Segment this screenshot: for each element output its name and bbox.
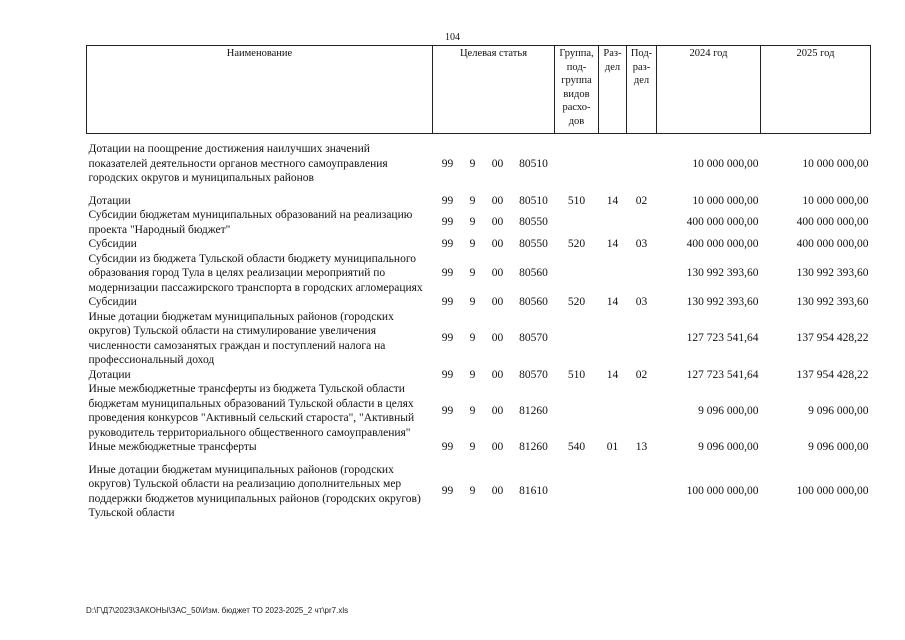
section-code — [599, 142, 627, 186]
target-code-sub: 00 — [491, 296, 504, 308]
target-code-direction: 80550 — [519, 238, 548, 250]
row-name: Дотации на поощрение достижения наилучших значений показателей деятельности органов местного самоуправления городских округов и муниципальных районов — [88, 143, 388, 184]
target-code-program: 99 — [441, 368, 454, 381]
target-code-sub: 00 — [491, 441, 504, 453]
section-code: 14 — [606, 368, 619, 381]
row-name: Дотации — [88, 368, 131, 381]
header-row — [87, 46, 871, 134]
subsection-code: 02 — [635, 368, 648, 381]
section-code: 01 — [606, 441, 619, 453]
target-code-type: 9 — [469, 216, 476, 229]
target-code-direction: 80510 — [519, 157, 548, 170]
amount-2024: 127 723 541,64 — [686, 368, 759, 381]
table-row — [87, 310, 871, 368]
table-row — [87, 237, 871, 252]
header-target: Целевая статья — [433, 46, 555, 134]
subsection-code — [627, 142, 657, 186]
amount-2025: 9 096 000,00 — [808, 441, 869, 453]
row-name: Субсидии — [88, 238, 137, 250]
amount-2025: 9 096 000,00 — [808, 404, 869, 417]
target-code-direction: 80550 — [519, 216, 548, 229]
target-code-program: 99 — [441, 157, 454, 170]
expense-group — [555, 463, 599, 521]
section-code: 14 — [606, 238, 619, 250]
amount-2025: 100 000 000,00 — [796, 485, 869, 498]
target-code-program: 99 — [441, 216, 454, 229]
row-name: Субсидии бюджетам муниципальных образований на реализацию проекта "Народный бюджет" — [88, 209, 413, 236]
header-subsection: Под-раз-дел — [627, 46, 657, 134]
amount-2025: 400 000 000,00 — [796, 238, 869, 250]
amount-2025: 10 000 000,00 — [802, 194, 869, 207]
amount-2025: 400 000 000,00 — [796, 216, 869, 229]
table-row — [87, 382, 871, 440]
header-section: Раз-дел — [599, 46, 627, 134]
target-code-type: 9 — [469, 368, 476, 381]
row-name: Иные дотации бюджетам муниципальных районов (городских округов) Тульской области на реализацию дополнительных мер поддержки бюджетов муниципальных районов (городских округов) Тульской области — [88, 463, 421, 519]
expense-group: 520 — [567, 238, 586, 250]
amount-2024: 400 000 000,00 — [686, 238, 759, 250]
target-code-direction: 81260 — [519, 441, 548, 453]
target-code-type: 9 — [469, 194, 476, 207]
section-code: 14 — [606, 296, 619, 308]
target-code-sub: 00 — [491, 238, 504, 250]
target-code-sub: 00 — [491, 332, 504, 345]
amount-2024: 130 992 393,60 — [686, 296, 759, 308]
amount-2024: 10 000 000,00 — [692, 157, 759, 170]
table-row — [87, 368, 871, 383]
amount-2025: 10 000 000,00 — [802, 157, 869, 170]
target-code-sub: 00 — [491, 216, 504, 229]
expense-group — [555, 382, 599, 440]
subsection-code — [627, 463, 657, 521]
table-row — [87, 440, 871, 455]
target-code-program: 99 — [441, 238, 454, 250]
expense-group: 520 — [567, 296, 586, 308]
target-code-type: 9 — [469, 267, 476, 279]
expense-group — [555, 252, 599, 296]
row-name: Субсидии из бюджета Тульской области бюджету муниципального образования город Тула в целях реализации мероприятий по модернизации пассажирского транспорта в городских агломерациях — [88, 252, 423, 294]
row-spacer — [87, 186, 871, 194]
target-code-sub: 00 — [491, 267, 504, 279]
target-code-direction: 80570 — [519, 368, 548, 381]
target-code-type: 9 — [469, 441, 476, 453]
expense-group — [555, 208, 599, 237]
subsection-code — [627, 252, 657, 296]
row-spacer-cell — [87, 455, 871, 463]
row-name: Иные межбюджетные трансферты из бюджета Тульской области бюджетам муниципальных образований Тульской области в целях проведения конкурсов "Активный сельский староста", "Активный руководитель территориального общественного самоуправления" — [88, 383, 415, 439]
subsection-code: 03 — [635, 296, 648, 308]
target-code-sub: 00 — [491, 485, 504, 498]
header-2025: 2025 год — [761, 46, 871, 134]
table-body — [87, 134, 871, 521]
table-row — [87, 194, 871, 209]
target-code-direction: 80570 — [519, 332, 548, 345]
expense-group — [555, 142, 599, 186]
target-code-program: 99 — [441, 296, 454, 308]
subsection-code — [627, 310, 657, 368]
row-spacer — [87, 455, 871, 463]
row-spacer — [87, 134, 871, 143]
section-code — [599, 310, 627, 368]
target-code-type: 9 — [469, 485, 476, 498]
target-code-sub: 00 — [491, 368, 504, 381]
target-code-type: 9 — [469, 296, 476, 308]
table-row — [87, 295, 871, 310]
table-row — [87, 252, 871, 296]
target-code-program: 99 — [441, 267, 454, 279]
amount-2024: 10 000 000,00 — [692, 194, 759, 207]
expense-group — [555, 310, 599, 368]
target-code-program: 99 — [441, 332, 454, 345]
row-name: Дотации — [88, 194, 131, 207]
target-code-type: 9 — [469, 238, 476, 250]
target-code-direction: 80560 — [519, 296, 548, 308]
row-name: Иные межбюджетные трансферты — [88, 441, 257, 453]
amount-2024: 127 723 541,64 — [686, 332, 759, 345]
table-row — [87, 463, 871, 521]
target-code-sub: 00 — [491, 157, 504, 170]
header-group: Группа, под-группа видов расхо-дов — [555, 46, 599, 134]
target-code-sub: 00 — [491, 194, 504, 207]
amount-2024: 400 000 000,00 — [686, 216, 759, 229]
target-code-type: 9 — [469, 157, 476, 170]
target-code-direction: 81260 — [519, 404, 548, 417]
amount-2024: 9 096 000,00 — [698, 441, 759, 453]
subsection-code: 13 — [635, 441, 648, 453]
amount-2024: 100 000 000,00 — [686, 485, 759, 498]
header-2024: 2024 год — [657, 46, 761, 134]
section-code — [599, 463, 627, 521]
subsection-code — [627, 208, 657, 237]
row-name: Субсидии — [88, 296, 137, 308]
amount-2024: 130 992 393,60 — [686, 267, 759, 279]
subsection-code — [627, 382, 657, 440]
row-name: Иные дотации бюджетам муниципальных районов (городских округов) Тульской области на стимулирование увеличения численности самозанятых граждан и поступлений налога на профессиональный доход — [88, 310, 394, 366]
subsection-code: 03 — [635, 238, 648, 250]
section-code: 14 — [606, 194, 619, 207]
target-code-sub: 00 — [491, 404, 504, 417]
target-code-program: 99 — [441, 441, 454, 453]
expense-group: 540 — [567, 441, 586, 453]
row-spacer-cell — [87, 186, 871, 194]
amount-2025: 130 992 393,60 — [796, 296, 869, 308]
target-code-type: 9 — [469, 332, 476, 345]
amount-2025: 130 992 393,60 — [796, 267, 869, 279]
table-row — [87, 208, 871, 237]
subsection-code: 02 — [635, 194, 648, 207]
section-code — [599, 382, 627, 440]
amount-2024: 9 096 000,00 — [698, 404, 759, 417]
file-path-footer: D:\Г\Д7\2023\ЗАКОНЫ\ЗАС_50\Изм. бюджет ТО 2023-2025_2 чт\pr7.xls — [86, 606, 349, 615]
target-code-direction: 80510 — [519, 194, 548, 207]
target-code-program: 99 — [441, 485, 454, 498]
budget-table — [86, 45, 871, 521]
header-name: Наименование — [87, 46, 433, 134]
target-code-program: 99 — [441, 194, 454, 207]
expense-group: 510 — [567, 194, 586, 207]
target-code-direction: 80560 — [519, 267, 548, 279]
section-code — [599, 252, 627, 296]
target-code-direction: 81610 — [519, 485, 548, 498]
expense-group: 510 — [567, 368, 586, 381]
target-code-program: 99 — [441, 404, 454, 417]
target-code-type: 9 — [469, 404, 476, 417]
row-spacer-cell — [87, 134, 871, 143]
page-number: 104 — [445, 32, 460, 43]
section-code — [599, 208, 627, 237]
table-row — [87, 142, 871, 186]
amount-2025: 137 954 428,22 — [796, 368, 869, 381]
amount-2025: 137 954 428,22 — [796, 332, 869, 345]
